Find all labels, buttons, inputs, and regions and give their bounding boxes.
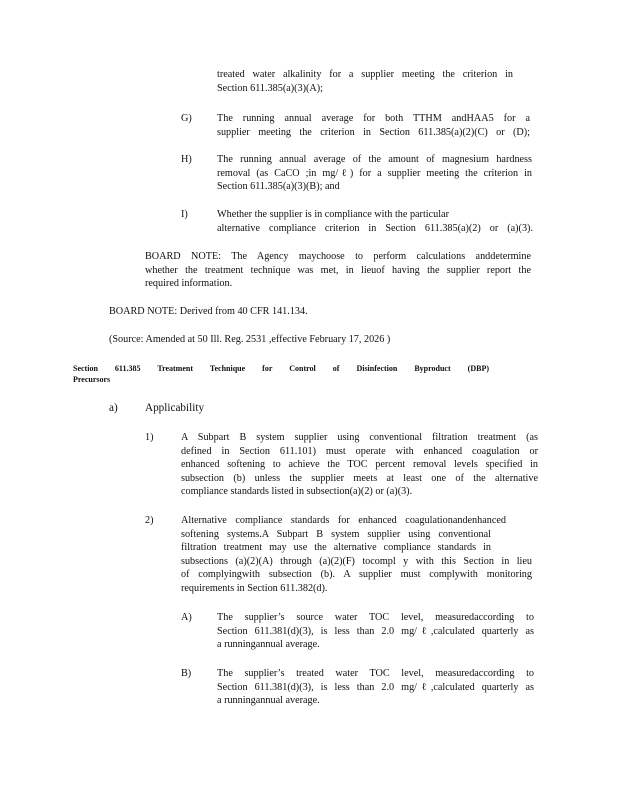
paragraph-label-2: 2) [145,515,154,526]
item-i-text [217,208,533,235]
text-line: a runningannual average. [217,639,320,651]
text-line: enhanced softening to achieve the TOC percent removal levels specified in [181,459,538,471]
item-label-h: H) [181,154,192,165]
board-note-derived: BOARD NOTE: Derived from 40 CFR 141.134. [109,306,308,317]
text-line: compliance standards listed in subsection(a)(2) or (a)(3). [181,486,413,498]
sub-item-a-text [217,611,534,652]
text-line: The running annual average for both TTHM andHAA5 for a [217,113,530,124]
text-line: filtration treatment may use the alternative compliance standards in [181,542,491,554]
text-line: of complyingwith subsection (b). A supplier must complywith monitoring [181,569,532,581]
text-line: a runningannual average. [217,695,320,707]
paragraph-1-text [181,431,538,499]
text-line: softening systems.A Subpart B system supplier using conventional [181,528,491,540]
item-label-g: G) [181,113,192,124]
text-line: defined in Section 611.101) must operate with enhanced coagulation or [181,445,538,457]
text-line: A Subpart B system supplier using conventional filtration treatment (as [181,432,538,443]
subsection-title: Applicability [145,402,205,414]
text-line: alternative compliance criterion in Section 611.385(a)(2) or (a)(3). [217,222,533,234]
item-label-i: I) [181,209,188,220]
source-note: (Source: Amended at 50 Ill. Reg. 2531 ,effective February 17, 2026 ) [109,334,391,345]
text-line: Section 611.381(d)(3), is less than 2.0 mg/ℓ,calculated quarterly as [217,625,534,637]
item-g-text [217,112,530,139]
section-heading-line: Section 611.385 Treatment Technique for Control of Disinfection Byproduct (DBP) [73,364,489,373]
text-line: whether the treatment technique was met, in lieuof having the supplier report the [145,264,531,276]
text-line: treated water alkalinity for a supplier meeting the criterion in [217,69,513,80]
subsection-label-a: a) [109,402,118,414]
section-heading-line: Precursors [73,375,111,384]
text-line: subsections (a)(2)(A) through (a)(2)(F) tocompl y with this Section in lieu [181,555,532,567]
text-line: required information. [145,278,233,290]
continuation-text [217,68,513,95]
text-line: removal (as CaCO ;in mg/ℓ) for a supplier meeting the criterion in [217,167,532,179]
text-line: The supplier’s treated water TOC level, measuredaccording to [217,668,534,679]
text-line: Whether the supplier is in compliance with the particular [217,209,449,220]
text-line: subsection (b) unless the supplier meets at least one of the alternative [181,472,538,484]
text-line: The supplier’s source water TOC level, measuredaccording to [217,612,534,623]
item-h-text [217,153,532,194]
text-line: Section 611.381(d)(3), is less than 2.0 mg/ℓ,calculated quarterly as [217,681,534,693]
text-line: requirements in Section 611.382(d). [181,582,328,594]
text-line: The running annual average of the amount of magnesium hardness [217,154,532,165]
text-line: Section 611.385(a)(3)(B); and [217,181,340,193]
text-line: Section 611.385(a)(3)(A); [217,82,323,94]
paragraph-2-text [181,514,532,596]
paragraph-label-1: 1) [145,432,154,443]
sub-item-label-b: B) [181,668,192,679]
sub-item-label-a: A) [181,612,192,623]
text-line: Alternative compliance standards for enhanced coagulationandenhanced [181,515,506,526]
board-note [145,250,531,291]
text-line: BOARD NOTE: The Agency maychoose to perform calculations anddetermine [145,251,531,262]
text-line: supplier meeting the criterion in Section 611.385(a)(2)(C) or (D); [217,126,530,138]
sub-item-b-text [217,667,534,708]
section-heading [73,363,489,385]
